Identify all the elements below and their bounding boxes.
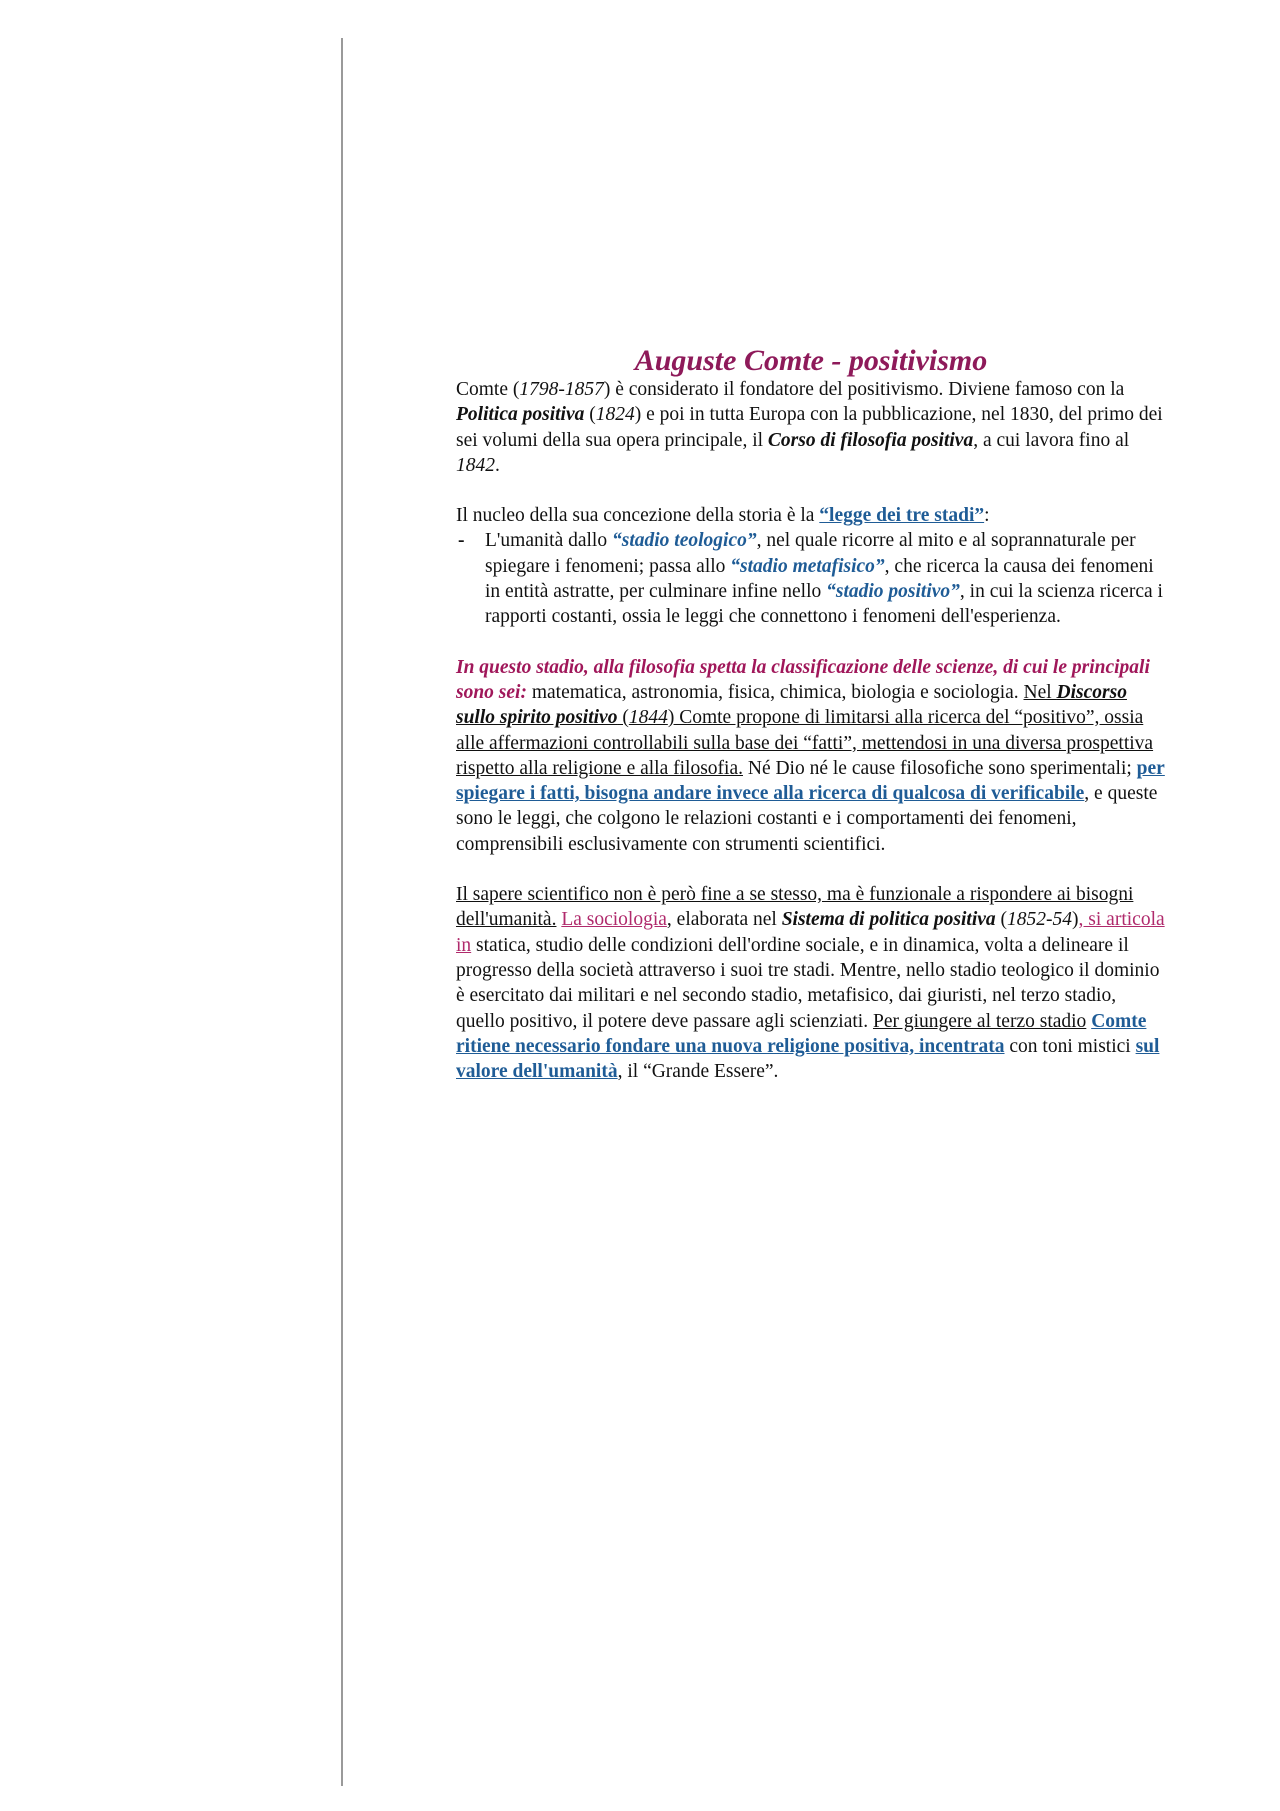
text-run: matematica, astronomia, fisica, chimica, biologia e sociologia. [526, 681, 1024, 703]
text-run: , in cui la scienza ricerca i rapporti costanti, ossia le leggi che connettono i fenomeni dell'esperienza. [485, 581, 1163, 628]
list-item [456, 528, 1166, 629]
text-run: Il nucleo della sua concezione della storia è la [456, 505, 820, 527]
underlined-passage: Il sapere scientifico non è però fine a se stesso, ma è funzionale a rispondere ai bisogni dell'umanità. [456, 884, 1134, 931]
text-run: ) e poi in tutta Europa con la pubblicazione, nel 1830, del primo dei sei volumi della sua opera principale, il [456, 404, 1163, 451]
text-run: con toni mistici [1004, 1035, 1136, 1057]
text-run: , a cui lavora fino al [973, 429, 1130, 451]
articola-link[interactable]: , si articola in [456, 909, 1165, 956]
work-title-politica: Politica positiva [456, 404, 585, 426]
document-title: Auguste Comte - positivismo [634, 344, 988, 377]
work-title-corso: Corso di filosofia positiva [767, 429, 974, 451]
dash-bullet: - [458, 530, 465, 552]
underlined-passage: Per giungere al terzo stadio [872, 1010, 1087, 1032]
text-run: : [984, 505, 990, 527]
text-run: L'umanità dallo [485, 530, 612, 552]
paragraph-gap [456, 478, 1166, 503]
text-run: ( [995, 909, 1008, 931]
document-body [456, 344, 1166, 1084]
text-run: , elaborata nel [666, 909, 782, 931]
verificabile-link[interactable]: per spiegare i fatti, bisogna andare invece alla ricerca di qualcosa di verificabile [456, 757, 1165, 805]
year-text: 1824 [595, 404, 635, 426]
text-run: Nel [1023, 681, 1057, 703]
text-run: ) [1072, 909, 1079, 931]
list-item-text [485, 528, 1166, 629]
text-run: Né Dio né le cause filosofiche sono sperimentali; [742, 757, 1137, 779]
paragraph-sapere [456, 882, 1166, 1084]
paragraph-legge [456, 503, 1166, 528]
paragraph-gap [456, 857, 1166, 882]
work-title-sistema: Sistema di politica positiva [781, 909, 996, 931]
text-run: Comte ( [456, 379, 520, 400]
page-margin-line [341, 38, 343, 1786]
highlighted-lead: In questo stadio, alla filosofia spetta la classificazione delle scienze, di cui le principali sono sei: [456, 656, 1150, 703]
paragraph-intro [456, 377, 1166, 478]
stadio-positivo-term: “stadio positivo” [826, 581, 960, 603]
year-text: 1842 [456, 454, 495, 476]
dates-text: 1798-1857 [519, 379, 604, 400]
year-text: 1844 [628, 707, 668, 729]
text-run: , che ricerca la causa dei fenomeni in entità astratte, per culminare infine nello [485, 555, 1154, 603]
stadio-metafisico-term: “stadio metafisico” [730, 555, 885, 577]
stadio-teologico-term: “stadio teologico” [611, 530, 757, 552]
text-run: statica, studio delle condizioni dell'ordine sociale, e in dinamica, volta a delineare il progresso della società attraverso i suoi tre stadi. Mentre, nello stadio teologico il dominio è esercitato dai militari e nel secondo stadio, metafisico, dai giuristi, nel terzo stadio, quello positivo, il potere deve passare agli scienziati. [456, 934, 1160, 1032]
sociologia-link[interactable]: La sociologia [561, 909, 667, 931]
text-run: ) è considerato il fondatore del positivismo. Diviene famoso con la [603, 379, 1125, 400]
text-run: ( [617, 707, 629, 729]
work-title-discorso: Discorso sullo spirito positivo [456, 681, 1127, 729]
paragraph-gap [456, 630, 1166, 655]
years-text: 1852-54 [1007, 909, 1073, 931]
paragraph-scienze [456, 655, 1166, 857]
text-run: , nel quale ricorre al mito e al soprannaturale per spiegare i fenomeni; passa allo [485, 530, 1136, 577]
text-run: ) Comte propone di limitarsi alla ricerca del “positivo”, ossia alle affermazioni controllabili sulla base dei “fatti”, mettendosi in una diversa prospettiva rispetto alla religione e alla filosofia. [456, 707, 1154, 779]
legge-tre-stadi-link[interactable]: “legge dei tre stadi” [819, 505, 985, 527]
text-run: ( [584, 404, 596, 426]
text-run: . [495, 454, 500, 476]
text-run: , il “Grande Essere”. [617, 1061, 779, 1083]
valore-umanita-link[interactable]: sul valore dell'umanità [456, 1035, 1160, 1083]
nuova-religione-link[interactable]: Comte ritiene necessario fondare una nuova religione positiva, incentrata [456, 1010, 1147, 1057]
text-run: , e queste sono le leggi, che colgono le relazioni costanti e i comportamenti dei fenomeni, comprensibili esclusivamente con strumenti scientifici. [456, 783, 1158, 855]
